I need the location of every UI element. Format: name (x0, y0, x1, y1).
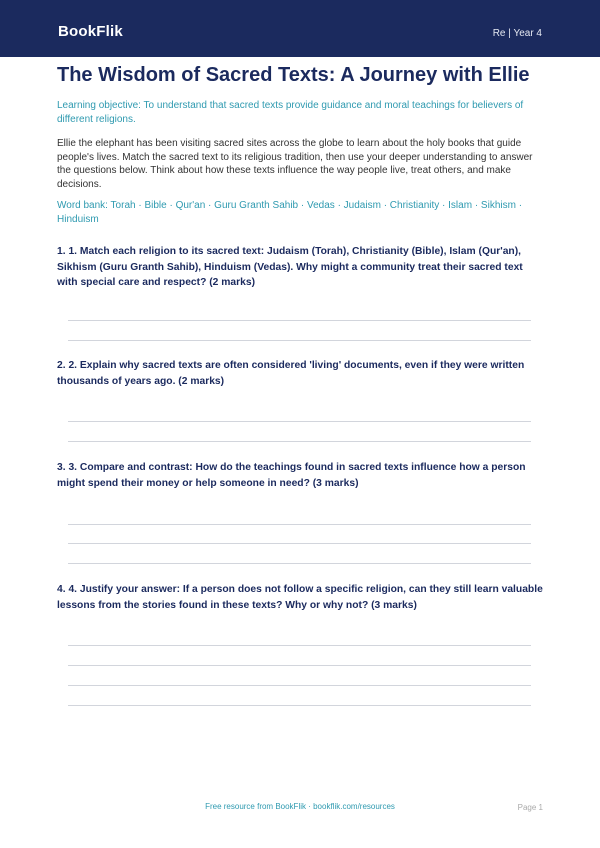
intro-paragraph: Ellie the elephant has been visiting sacred sites across the globe to learn about the holy books that guide people's lives. Match the sacred text to its religious tradition, then use your deeper understanding to answer the questions below. Think about how these texts influence the way people live, treat others, and make decisions. (57, 138, 533, 190)
answer-line[interactable] (68, 441, 531, 442)
answer-line[interactable] (68, 563, 531, 564)
question-3: 3. 3. Compare and contrast: How do the teachings found in sacred texts influence how a person might spend their money or help someone in need? (3 marks) (57, 462, 526, 489)
answer-line[interactable] (68, 340, 531, 341)
answer-line[interactable] (68, 320, 531, 321)
header-bar (0, 0, 600, 57)
answer-line[interactable] (68, 705, 531, 706)
answer-line[interactable] (68, 543, 531, 544)
page-number: Page 1 (517, 803, 543, 812)
page-title: The Wisdom of Sacred Texts: A Journey with Ellie (57, 64, 530, 86)
brand-logo-text: BookFlik (58, 23, 123, 40)
question-4: 4. 4. Justify your answer: If a person does not follow a specific religion, can they still learn valuable lessons from the stories found in these texts? Why or why not? (3 marks) (57, 584, 543, 611)
question-1: 1. 1. Match each religion to its sacred text: Judaism (Torah), Christianity (Bible), Islam (Qur'an), Sikhism (Guru Granth Sahib), Hinduism (Vedas). Why might a community treat their sacred text with special care and respect? (2 marks) (57, 246, 523, 289)
answer-line[interactable] (68, 645, 531, 646)
answer-line[interactable] (68, 421, 531, 422)
footer-source: Free resource from BookFlik · bookflik.com/resources (205, 802, 395, 811)
answer-line[interactable] (68, 685, 531, 686)
question-2: 2. 2. Explain why sacred texts are often considered 'living' documents, even if they were written thousands of years ago. (2 marks) (57, 360, 525, 387)
learning-objective: Learning objective: To understand that sacred texts provide guidance and moral teachings for believers of different religions. (57, 100, 524, 125)
answer-line[interactable] (68, 665, 531, 666)
subject-year-label: Re | Year 4 (492, 28, 542, 39)
word-bank: Word bank: Torah · Bible · Qur'an · Guru Granth Sahib · Vedas · Judaism · Christianity · Islam · Sikhism · Hinduism (57, 200, 523, 225)
answer-line[interactable] (68, 524, 531, 525)
